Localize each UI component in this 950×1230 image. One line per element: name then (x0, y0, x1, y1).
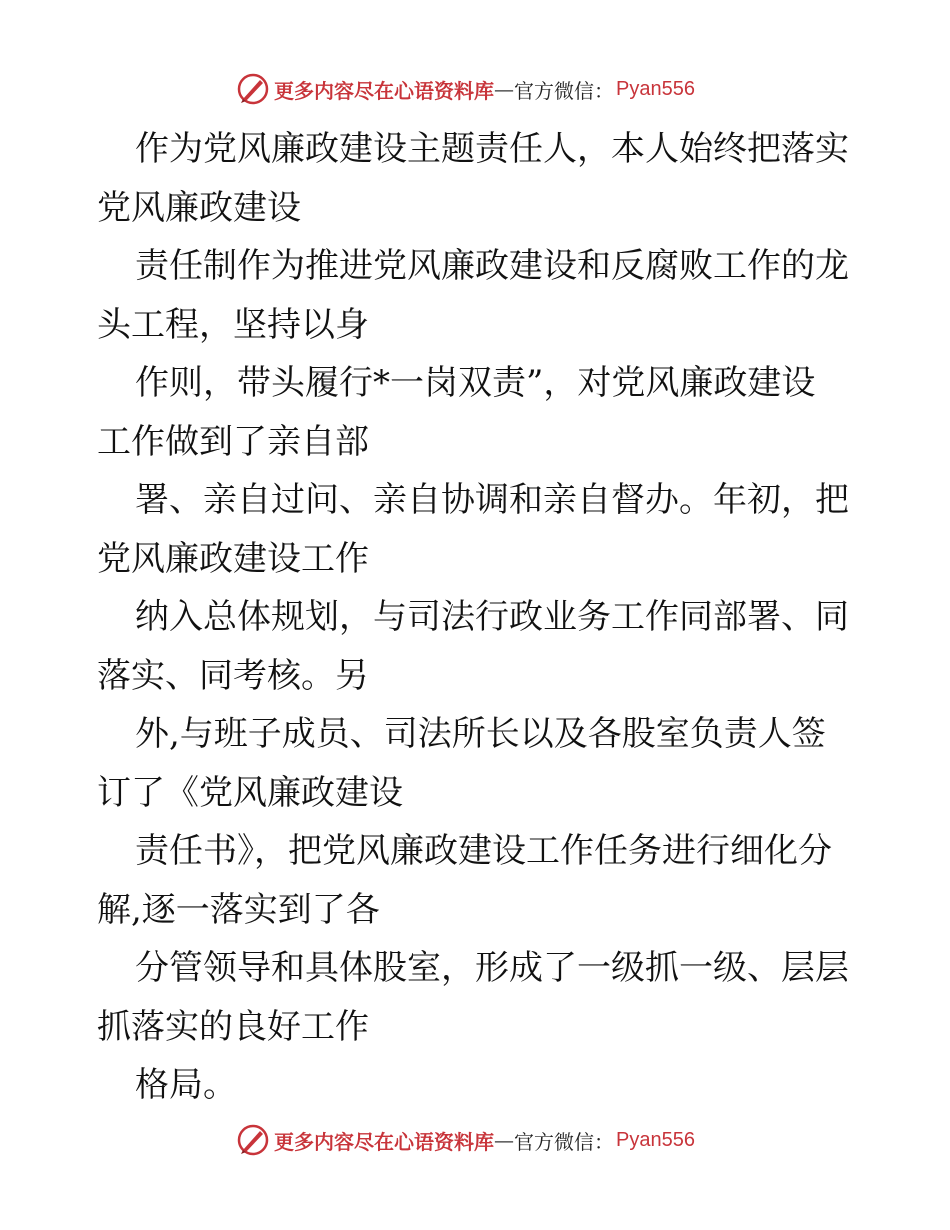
header-wechat-label: 官方微信： (514, 78, 614, 103)
footer-site-text: 更多内容尽在心语资料库 (274, 1129, 494, 1154)
body-line: 作则，带头履行*一岗双责”，对党风廉政建设 (135, 363, 816, 403)
body-line: 解,逐一落实到了各 (97, 889, 380, 930)
body-line: 责任书》，把党风廉政建设工作任务进行细化分 (135, 831, 832, 871)
body-line: 外,与班子成员、司法所长以及各股室负责人签 (135, 714, 826, 754)
footer-separator: — (494, 1128, 514, 1152)
body-line: 头工程，坚持以身 (97, 304, 369, 345)
footer-banner (236, 1123, 695, 1157)
body-line: 分管领导和具体股室，形成了一级抓一级、层层 (135, 948, 849, 988)
document-body (97, 120, 853, 1115)
body-line: 落实、同考核。另 (97, 655, 369, 696)
body-line: 工作做到了亲自部 (97, 421, 369, 462)
body-line: 作为党风廉政建设主题责任人，本人始终把落实 (135, 129, 849, 169)
quill-logo-icon (236, 1123, 270, 1157)
header-wechat-id: Pyan556 (616, 77, 695, 100)
header-banner (236, 72, 695, 106)
header-site-text: 更多内容尽在心语资料库 (274, 78, 494, 103)
header-separator: — (494, 77, 514, 101)
quill-logo-icon (236, 72, 270, 106)
body-line: 责任制作为推进党风廉政建设和反腐败工作的龙 (135, 246, 849, 286)
body-line: 订了《党风廉政建设 (97, 772, 403, 813)
footer-wechat-id: Pyan556 (616, 1128, 695, 1151)
body-line: 署、亲自过问、亲自协调和亲自督办。年初，把 (135, 480, 849, 520)
body-line: 党风廉政建设 (97, 187, 301, 228)
footer-wechat-label: 官方微信： (514, 1129, 614, 1154)
body-line: 抓落实的良好工作 (97, 1006, 369, 1047)
body-line: 纳入总体规划，与司法行政业务工作同部署、同 (135, 597, 849, 637)
body-line: 格局。 (135, 1065, 237, 1105)
body-line: 党风廉政建设工作 (97, 538, 369, 579)
